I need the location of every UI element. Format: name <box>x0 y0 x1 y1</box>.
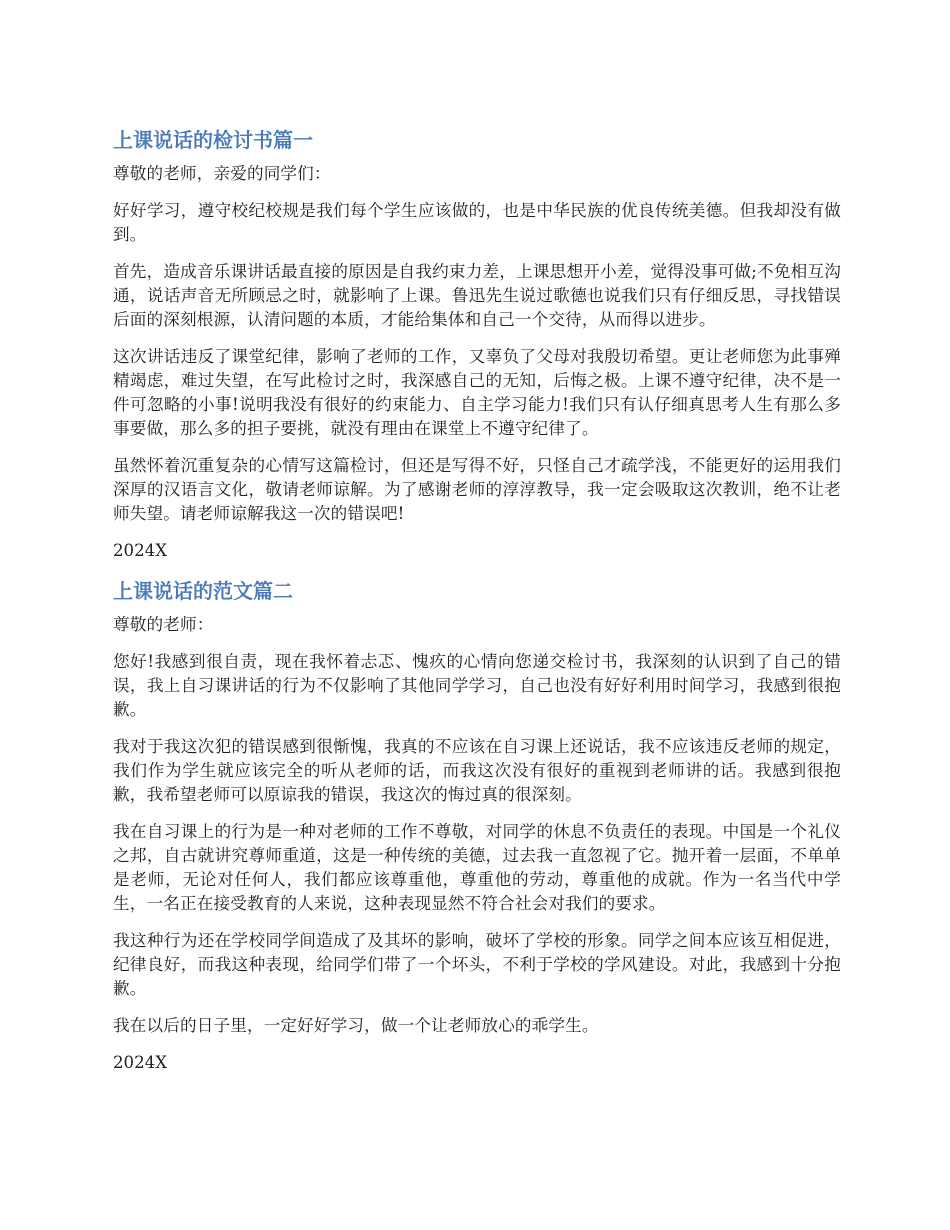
document-page <box>113 112 841 1079</box>
section-2-paragraph: 我这种行为还在学校同学间造成了及其坏的影响，破坏了学校的形象。同学之间本应该互相促进，纪律良好，而我这种表现，给同学们带了一个坏头，不利于学校的学风建设。对此，我感到十分抱歉。 <box>113 931 841 998</box>
section-2-paragraph: 我对于我这次犯的错误感到很惭愧，我真的不应该在自习课上还说话，我不应该违反老师的规定，我们作为学生就应该完全的听从老师的话，而我这次没有很好的重视到老师讲的话。我感到很抱歉，我希望老师可以原谅我的错误，我这次的悔过真的很深刻。 <box>113 737 841 804</box>
section-2-salutation: 尊敬的老师： <box>113 615 214 634</box>
section-2-paragraph: 我在以后的日子里，一定好好学习，做一个让老师放心的乖学生。 <box>113 1016 599 1035</box>
section-1-date: 2024X <box>113 541 168 560</box>
section-1-salutation: 尊敬的老师，亲爱的同学们： <box>113 164 331 183</box>
section-1-title: 上课说话的检讨书篇一 <box>113 128 313 152</box>
section-2-paragraph: 您好!我感到很自责，现在我怀着忐忑、愧疚的心情向您递交检讨书，我深刻的认识到了自己的错误，我上自习课讲话的行为不仅影响了其他同学学习，自己也没有好好利用时间学习，我感到很抱歉。 <box>113 652 841 719</box>
section-1-paragraph: 虽然怀着沉重复杂的心情写这篇检讨，但还是写得不好，只怪自己才疏学浅，不能更好的运用我们深厚的汉语言文化，敬请老师谅解。为了感谢老师的淳淳教导，我一定会吸取这次教训，绝不让老师失望。请老师谅解我这一次的错误吧! <box>113 456 841 523</box>
section-2-date: 2024X <box>113 1053 168 1072</box>
section-1-paragraph: 这次讲话违反了课堂纪律，影响了老师的工作，又辜负了父母对我殷切希望。更让老师您为此事殚精竭虑，难过失望，在写此检讨之时，我深感自己的无知，后悔之极。上课不遵守纪律，决不是一件可忽略的小事!说明我没有很好的约束能力、自主学习能力!我们只有认仔细真思考人生有那么多事要做，那么多的担子要挑，就没有理由在课堂上不遵守纪律了。 <box>113 347 841 438</box>
section-2-paragraph: 我在自习课上的行为是一种对老师的工作不尊敬，对同学的休息不负责任的表现。中国是一个礼仪之邦，自古就讲究尊师重道，这是一种传统的美德，过去我一直忽视了它。抛开着一层面，不单单是老师，无论对任何人，我们都应该尊重他，尊重他的劳动，尊重他的成就。作为一名当代中学生，一名正在接受教育的人来说，这种表现显然不符合社会对我们的要求。 <box>113 822 841 913</box>
section-1-paragraph: 好好学习，遵守校纪校规是我们每个学生应该做的，也是中华民族的优良传统美德。但我却没有做到。 <box>113 201 841 244</box>
section-1-paragraph: 首先，造成音乐课讲话最直接的原因是自我约束力差，上课思想开小差，觉得没事可做;不免相互沟通，说话声音无所顾忌之时，就影响了上课。鲁迅先生说过歌德也说我们只有仔细反思，寻找错误后面的深刻根源，认清问题的本质，才能给集体和自己一个交待，从而得以进步。 <box>113 262 841 329</box>
section-2-title: 上课说话的范文篇二 <box>113 579 293 603</box>
